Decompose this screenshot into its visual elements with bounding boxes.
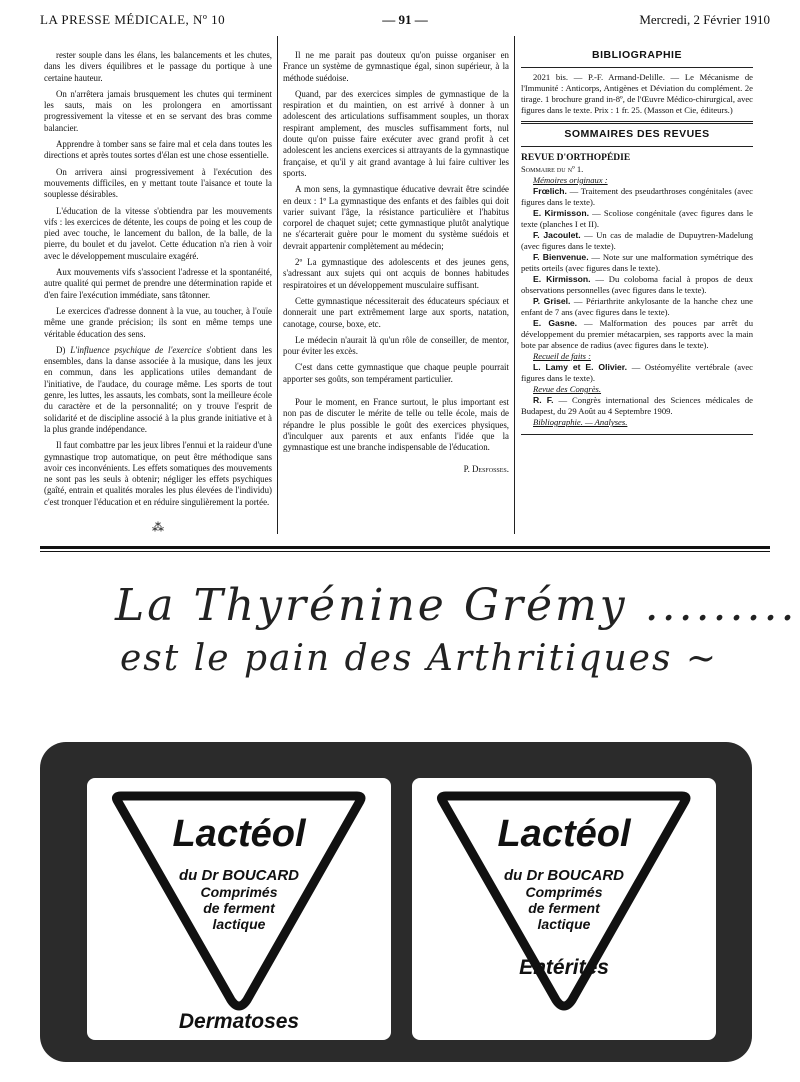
- entry-text: — Ostéomyélite vertébrale (avec figures dans le texte).: [521, 362, 753, 383]
- section-d-title: L'influence psychique de l'exercice: [70, 344, 202, 355]
- sommaire-entries: [521, 186, 753, 351]
- lacteol-line3: lactique: [537, 916, 591, 932]
- entry-author: Frœlich.: [533, 186, 567, 196]
- article-paragraph: 2º La gymnastique des adolescents et des jeunes gens, s'adressant aux sujets qui ont acquis de bonnes habitudes respiratoires et un développement musculaire suffisant.: [283, 257, 509, 290]
- congres-entry: [521, 395, 753, 417]
- entry-author: E. Kirmisson.: [533, 274, 591, 284]
- article-paragraph: Le exercices d'adresse donnent à la vue, au toucher, à l'ouïe même une grande précision; ils sont en même temps une véritable éducation des sens.: [44, 305, 272, 339]
- entry-text: — Du coloboma facial à propos de deux observations personnelles (avec figures dans le texte).: [521, 274, 754, 295]
- article-paragraph: C'est dans cette gymnastique que chaque peuple pourrait apporter ses goûts, son tempérament particulier.: [283, 362, 509, 384]
- lacteol-use-left: Dermatoses: [178, 1010, 300, 1033]
- section-d-label: D): [56, 344, 66, 355]
- article-paragraph: Cette gymnastique nécessiterait des éducateurs spéciaux et donnerait une part extrêmement large aux sports, natation, canotage, course, boxe, etc.: [283, 295, 509, 329]
- article-paragraph: On n'arrêtera jamais brusquement les chutes qui terminent les sauts, mais on les prolongera en amortissant progressivement la vitesse et en se servant des bras comme balancier.: [44, 88, 272, 133]
- advert-separator: [40, 546, 770, 549]
- entry-author: E. Kirmisson.: [533, 208, 589, 218]
- column-divider-1: [277, 36, 278, 534]
- entry-author: F. Bienvenue.: [533, 252, 589, 262]
- rule: [521, 67, 753, 68]
- entry-author: P. Grisel.: [533, 296, 571, 306]
- rule: [521, 434, 753, 435]
- congres-heading: Revue des Congrès.: [533, 384, 602, 394]
- bibliographie-heading: BIBLIOGRAPHIE: [592, 49, 682, 61]
- analyses-heading: Bibliographie. — Analyses.: [533, 417, 628, 427]
- entry-text: — Malformation des pouces par arrêt du développement du premier métacarpien, ses rapports avec la main bote par absence de radius (avec figures dans le texte).: [521, 318, 753, 350]
- article-column-2: [283, 50, 509, 475]
- entry-author: F. Jacoulet.: [533, 230, 581, 240]
- sommaire-entry: [521, 252, 753, 274]
- article-paragraph: L'éducation de la vitesse s'obtiendra par les mouvements vifs : les exercices de détente, les coups de poing et les coup de pied avec touche, le lancement du ballon, de la balle, de la pierre, du boulet et du javelot. Cette éducation n'a rien à voir avec le développement musculaire exagéré.: [44, 205, 272, 261]
- page-number: — 91 —: [382, 12, 428, 27]
- lacteol-triangle-left: [87, 778, 391, 1040]
- lacteol-maker: du Dr BOUCARD: [504, 867, 624, 884]
- advert-separator-thin: [40, 551, 770, 552]
- sommaires-heading: SOMMAIRES DES REVUES: [564, 128, 710, 140]
- closing-paragraph-col2: Pour le moment, en France surtout, le plus important est non pas de discuter le mérite de telle ou telle école, mais de répandre le plus possible le goût des exercices physiques, d'inculquer aux parents et aux enfants l'idée que la gymnastique est une branche indispensable de l'éducation.: [283, 397, 509, 453]
- lacteol-brand: Lactéol: [497, 813, 631, 855]
- entry-author: L. Lamy et E. Olivier.: [533, 362, 628, 372]
- sommaire-entry: [521, 186, 753, 208]
- column-2-paragraphs: [283, 50, 509, 385]
- recueil-entry: [521, 362, 753, 384]
- thyrenine-advert-line1: La Thyrénine Grémy .........: [115, 580, 798, 631]
- article-paragraph: A mon sens, la gymnastique éducative devrait être scindée en deux : 1º La gymnastique des enfants et des faibles qui doit varier suivant l'âge, la résistance particulière et l'habitus corporel de chaquet sujet; cette gymnastique plutôt analytique ne s'écarterait guère pour le moment du système suédois et devrait appartenir complètement au médecin;: [283, 184, 509, 251]
- entry-text: — Traitement des pseudarthroses congénitales (avec figures dans le texte).: [521, 186, 753, 207]
- article-paragraph: Apprendre à tomber sans se faire mal et cela dans toutes les directions et après toutes sortes d'élan est une chose essentielle.: [44, 139, 272, 161]
- entry-text: — Scoliose congénitale (avec figures dans le texte (planches I et II).: [521, 208, 753, 229]
- sommaire-entry: [521, 296, 753, 318]
- article-paragraph: rester souple dans les élans, les balancements et les chutes, dans les divers équilibres et le passage du portique à une certaine hauteur.: [44, 50, 272, 83]
- section-d-paragraph: [44, 345, 272, 435]
- section-separator-stars: ⁂: [152, 519, 164, 534]
- lacteol-brand: Lactéol: [172, 813, 306, 855]
- entry-text: — Un cas de maladie de Dupuytren-Madelung (avec figures dans le texte).: [521, 230, 754, 251]
- lacteol-triangle-right: [412, 778, 716, 1040]
- lacteol-line3: lactique: [212, 916, 266, 932]
- entry-author: R. F.: [533, 395, 554, 405]
- lacteol-panel-left: [87, 778, 391, 1040]
- entry-text: — Périarthrite ankylosante de la hanche chez une enfant de 7 ans (avec figures dans le texte).: [521, 296, 753, 317]
- entry-text: — Congrès international des Sciences médicales de Budapest, du 29 Août au 4 Septembre 1909.: [521, 395, 753, 416]
- section-d-text: s'obtient dans les ensembles, dans la danse associée à la musique, dans les jeux en commun, dans les applications utiles demandant de l'initiative, de l'audace, du courage même. Les sports de tout genre, les luttes, les assauts, les combats, sont la meilleure école du caractère et de la personnalité; on y trouve l'esprit de solidarité et de discipline associé à la plus grande initiative et à la plus grande indépendance.: [44, 344, 272, 434]
- lacteol-use-right: Entérites: [519, 956, 609, 979]
- rule: [521, 146, 753, 147]
- lacteol-maker: du Dr BOUCARD: [179, 867, 299, 884]
- journal-title: LA PRESSE MÉDICALE, Nº 10: [40, 12, 226, 27]
- lacteol-line1: Comprimés: [525, 884, 603, 900]
- lacteol-line2: de ferment: [203, 900, 275, 916]
- bibliography-column: [521, 50, 753, 439]
- entry-text: — Note sur une malformation symétrique des petits orteils (avec figures dans le texte).: [521, 252, 754, 273]
- closing-paragraph-col1: Il faut combattre par les jeux libres l'ennui et la raideur d'une gymnastique trop automatique, on peut être méthodique sans avoir ces inconvénients. Les effets somatiques des mouvements ne sont pas les seuls à obtenir; négliger les effets psychiques (gaîté, entrain et qualités morales les plus élevées de l'individu) c'est tronquer l'éducation et en réduire singulièrement la portée.: [44, 440, 272, 507]
- sommaire-entry: [521, 318, 753, 351]
- author-signature: P. Desfosses.: [463, 463, 509, 474]
- column-divider-2: [514, 36, 515, 534]
- column-1-paragraphs: [44, 50, 272, 340]
- recueil-heading: Recueil de faits :: [533, 351, 591, 361]
- article-paragraph: Aux mouvements vifs s'associent l'adresse et la spontanéité, autre qualité qui permet de prendre une détermination rapide et d'en faire l'exécution immédiate, sans tâtonner.: [44, 267, 272, 300]
- page-header: [40, 8, 770, 32]
- revue-title: REVUE D'ORTHOPÉDIE: [521, 153, 631, 163]
- lacteol-panel-right: [412, 778, 716, 1040]
- memoires-heading: Mémoires originaux :: [533, 175, 608, 185]
- article-paragraph: Quand, par des exercices simples de gymnastique de la respiration et du maintien, on est arrivé à donner à un adolescent des articulations suffisamment souples, un thorax respirant amplement, des muscles suffisamment forts, nul doute qu'on puisse faire exécuter avec grand profit à cet adolescent les anciens exercices si attrayants de la gymnastique française, et qu'il y ait grand avantage à lui faire cultiver les sports.: [283, 88, 509, 178]
- sommaire-entry: [521, 230, 753, 252]
- article-paragraph: Le médecin n'aurait là qu'un rôle de conseiller, de mentor, pour éviter les excès.: [283, 334, 509, 357]
- article-paragraph: On arrivera ainsi progressivement à l'exécution des mouvements difficiles, en y mettant toute l'aisance et toute la souplesse désirables.: [44, 166, 272, 200]
- double-rule: [521, 121, 753, 124]
- issue-date: Mercredi, 2 Février 1910: [639, 12, 770, 27]
- thyrenine-advert-line2: est le pain des Arthritiques ~: [120, 638, 719, 679]
- sommaire-entry: [521, 274, 753, 296]
- lacteol-line1: Comprimés: [200, 884, 278, 900]
- article-column-1: [44, 50, 272, 533]
- sommaire-entry: [521, 208, 753, 230]
- bibliography-entry: 2021 bis. — P.-F. Armand-Delille. — Le Mécanisme de l'Immunité : Anticorps, Antigènes et Déviation du complément. 2e tirage. 1 brochure grand in-8º, de l'Œuvre Médico-chirurgical, avec figures dans le texte. Prix : 1 fr. 25. (Masson et Cie, éditeurs.): [521, 72, 753, 115]
- lacteol-line2: de ferment: [528, 900, 600, 916]
- sommaire-label: Sommaire du nº 1.: [521, 164, 584, 174]
- article-paragraph: Il ne me parait pas douteux qu'on puisse organiser en France un système de gymnastique égal, sinon supérieur, à la méthode suédoise.: [283, 50, 509, 83]
- entry-author: E. Gasne.: [533, 318, 578, 328]
